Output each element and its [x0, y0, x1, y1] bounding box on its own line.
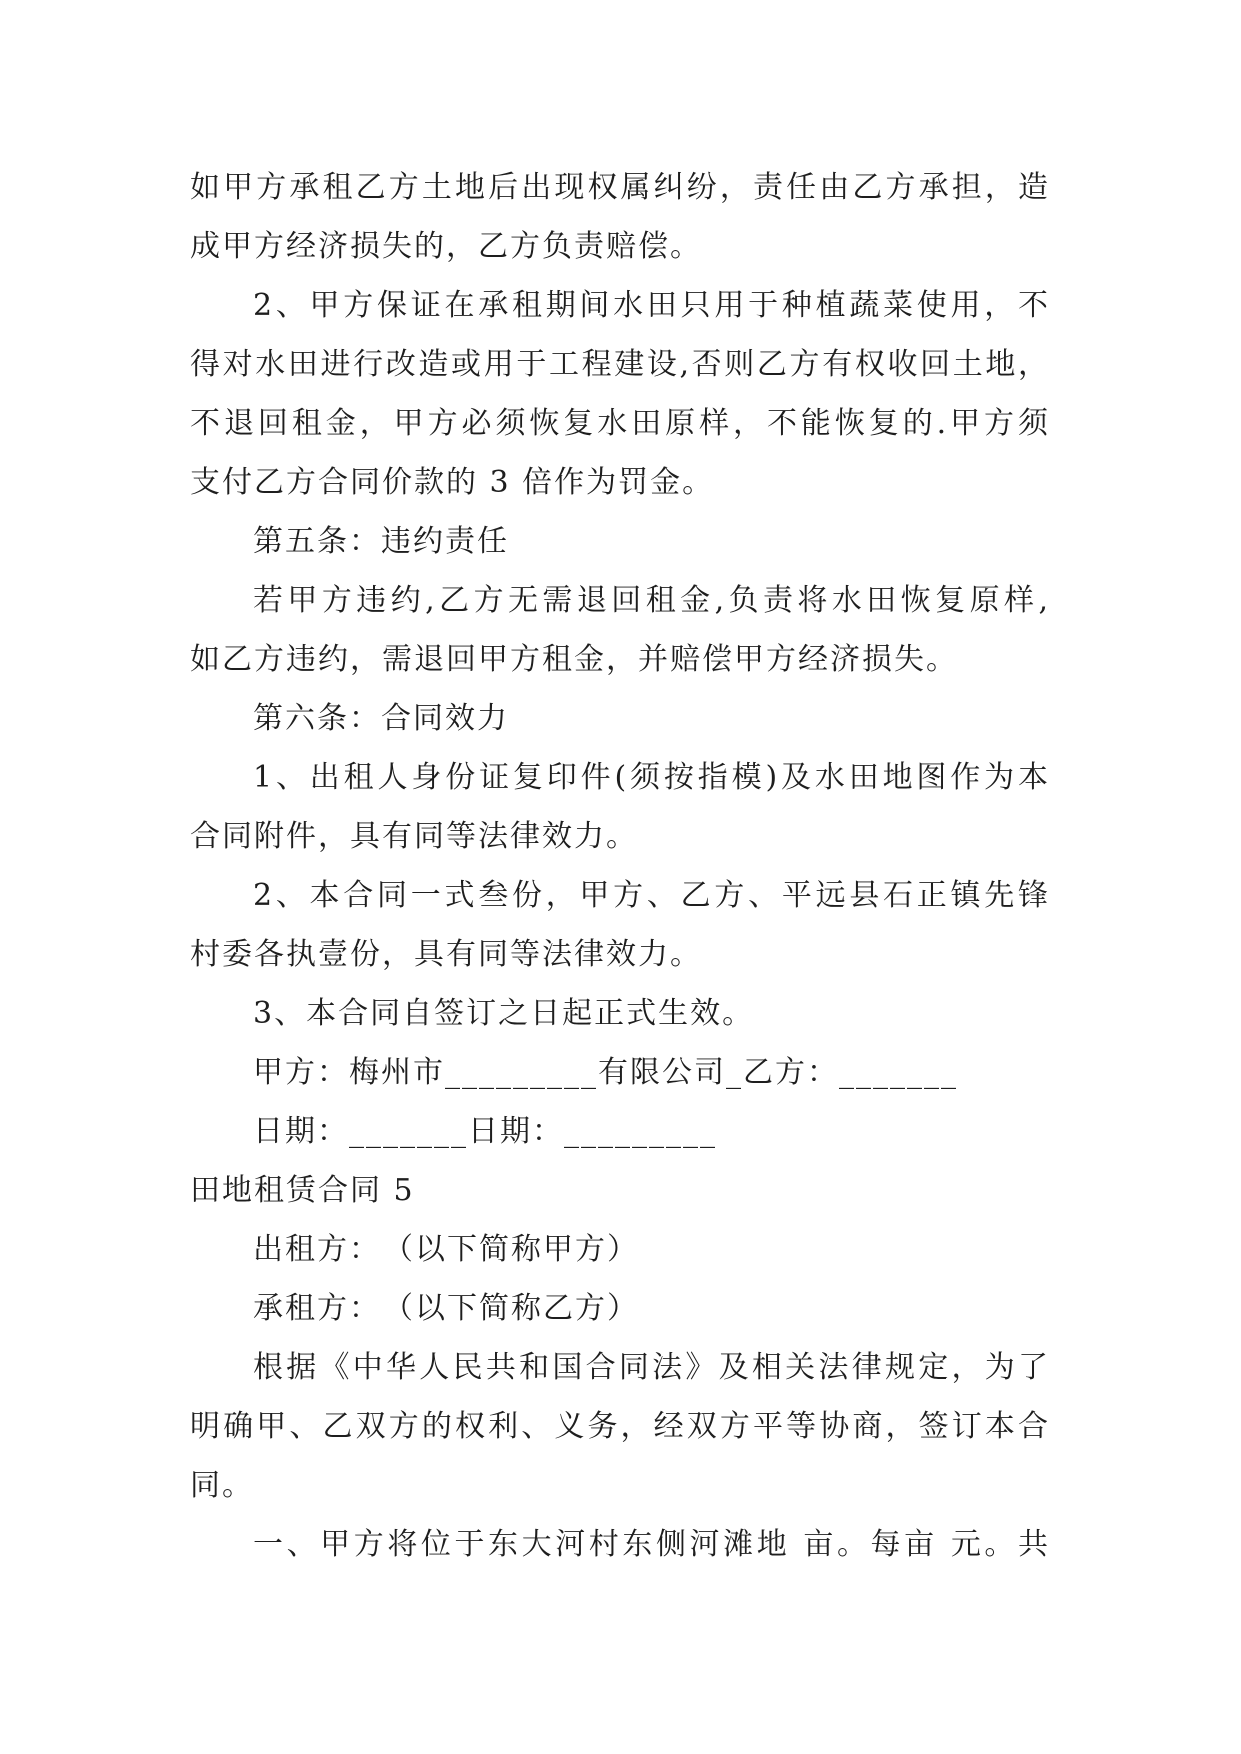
- paragraph-line: 同。: [190, 1468, 254, 1503]
- signature-date-line: 日期：_______日期：_________: [253, 1114, 717, 1149]
- lessee-line: 承租方： （以下简称乙方）: [253, 1291, 639, 1326]
- paragraph-line: 一、甲方将位于东大河村东侧河滩地 亩。每亩 元。共: [253, 1527, 1050, 1562]
- paragraph-line: 成甲方经济损失的，乙方负责赔偿。: [190, 229, 702, 264]
- paragraph-line: 明确甲、乙双方的权利、义务，经双方平等协商，签订本合: [190, 1409, 1050, 1444]
- contract-title: 田地租赁合同 5: [190, 1173, 415, 1208]
- paragraph-line: 如乙方违约，需退回甲方租金，并赔偿甲方经济损失。: [190, 642, 958, 677]
- paragraph-line: 合同附件，具有同等法律效力。: [190, 819, 638, 854]
- section-heading: 第六条：合同效力: [253, 701, 509, 736]
- paragraph-line: 1、出租人身份证复印件(须按指模)及水田地图作为本: [253, 760, 1050, 795]
- document-body: [190, 158, 1050, 1574]
- paragraph-line: 村委各执壹份，具有同等法律效力。: [190, 937, 702, 972]
- signature-party-line: 甲方：梅州市_________有限公司_乙方：_______: [253, 1055, 958, 1090]
- paragraph-line: 若甲方违约,乙方无需退回租金,负责将水田恢复原样,: [253, 583, 1050, 618]
- paragraph-line: 得对水田进行改造或用于工程建设,否则乙方有权收回土地，: [190, 347, 1050, 382]
- paragraph-line: 根据《中华人民共和国合同法》及相关法律规定，为了: [253, 1350, 1050, 1385]
- section-heading: 第五条：违约责任: [253, 524, 509, 559]
- paragraph-line: 3、本合同自签订之日起正式生效。: [253, 996, 755, 1031]
- paragraph-line: 2、本合同一式叁份，甲方、乙方、平远县石正镇先锋: [253, 878, 1050, 913]
- paragraph-line: 不退回租金，甲方必须恢复水田原样，不能恢复的.甲方须: [190, 406, 1050, 441]
- paragraph-line: 如甲方承租乙方土地后出现权属纠纷，责任由乙方承担，造: [190, 170, 1050, 205]
- paragraph-line: 支付乙方合同价款的 3 倍作为罚金。: [190, 465, 715, 500]
- paragraph-line: 2、甲方保证在承租期间水田只用于种植蔬菜使用，不: [253, 288, 1050, 323]
- lessor-line: 出租方： （以下简称甲方）: [253, 1232, 639, 1267]
